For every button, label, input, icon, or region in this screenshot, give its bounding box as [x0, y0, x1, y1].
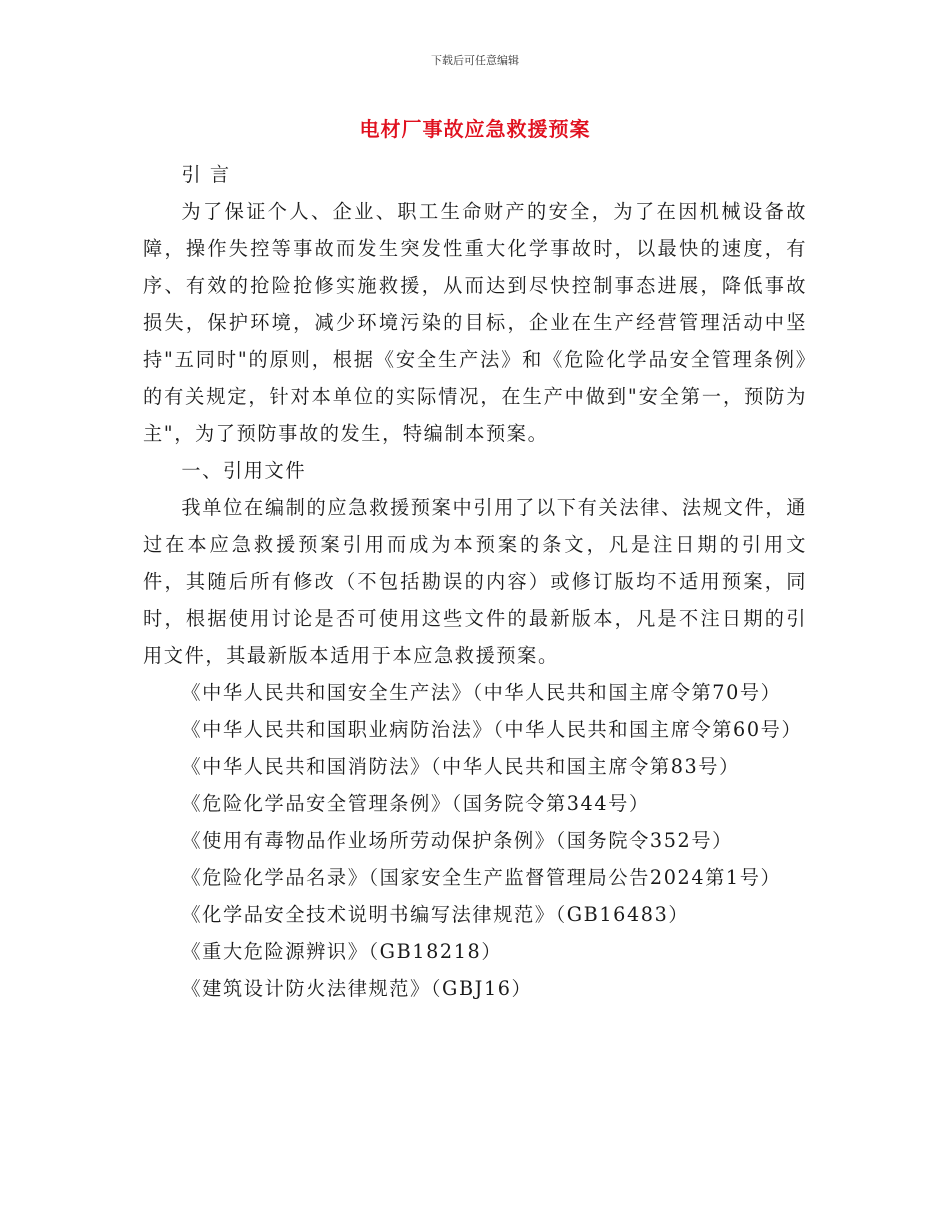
- reference-item: 《化学品安全技术说明书编写法律规范》（GB16483）: [181, 903, 690, 926]
- paragraph-references: 我单位在编制的应急救援预案中引用了以下有关法律、法规文件，通过在本应急救援预案引用而成为本预案的条文，凡是注日期的引用文件，其随后所有修改（不包括勘误的内容）或修订版均不适用预案，同时，根据使用讨论是否可使用这些文件的最新版本，凡是不注日期的引用文件，其最新版本适用于本应急救援预案。: [143, 496, 807, 667]
- section-heading-intro: 引 言: [181, 163, 231, 186]
- paragraph-intro: 为了保证个人、企业、职工生命财产的安全，为了在因机械设备故障，操作失控等事故而发生突发性重大化学事故时，以最快的速度，有序、有效的抢险抢修实施救援，从而达到尽快控制事态进展，降低事故损失，保护环境，减少环境污染的目标，企业在生产经营管理活动中坚持"五同时"的原则，根据《安全生产法》和《危险化学品安全管理条例》的有关规定，针对本单位的实际情况，在生产中做到"安全第一，预防为主"，为了预防事故的发生，特编制本预案。: [143, 200, 807, 445]
- section-heading-references: 一、引用文件: [181, 459, 307, 482]
- reference-item: 《建筑设计防火法律规范》（GBJ16）: [181, 977, 533, 1000]
- document-body: [143, 156, 807, 1007]
- reference-item: 《危险化学品名录》（国家安全生产监督管理局公告2024第1号）: [181, 866, 782, 889]
- document-title: 电材厂事故应急救援预案: [359, 117, 591, 141]
- reference-item: 《危险化学品安全管理条例》（国务院令第344号）: [181, 792, 650, 815]
- reference-item: 《重大危险源辨识》（GB18218）: [181, 940, 503, 963]
- reference-item: 《使用有毒物品作业场所劳动保护条例》（国务院令352号）: [181, 829, 733, 852]
- reference-item: 《中华人民共和国安全生产法》（中华人民共和国主席令第70号）: [181, 681, 782, 704]
- page-header-note: 下载后可任意编辑: [431, 54, 519, 67]
- reference-item: 《中华人民共和国职业病防治法》（中华人民共和国主席令第60号）: [181, 718, 803, 741]
- reference-item: 《中华人民共和国消防法》（中华人民共和国主席令第83号）: [181, 755, 740, 778]
